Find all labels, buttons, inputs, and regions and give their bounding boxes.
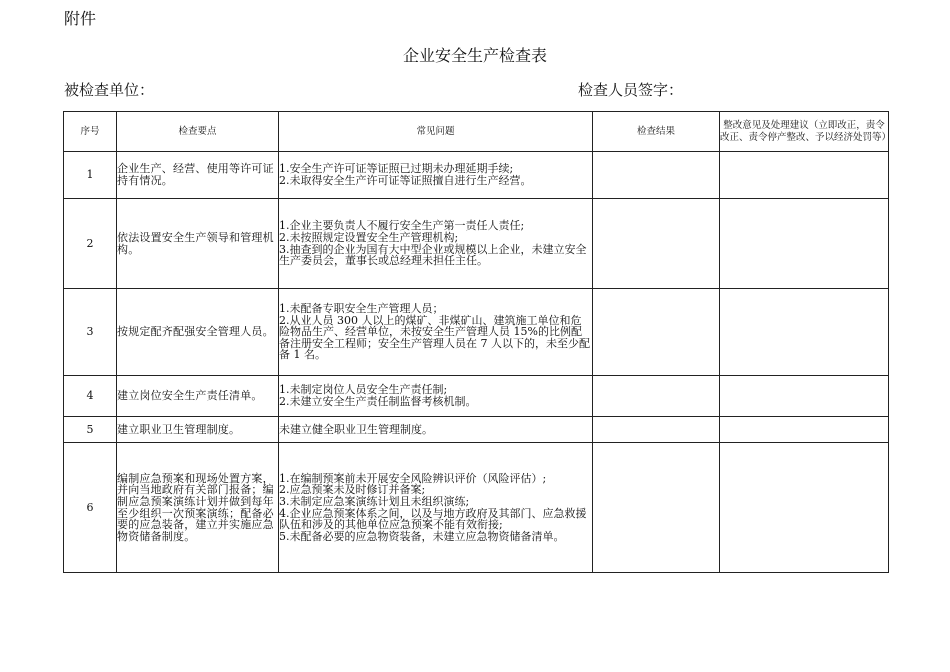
issue-item: 3.未制定应急案演练计划且未组织演练; [279,494,470,508]
issue-item: 3.抽查到的企业为国有大中型企业或规模以上企业，未建立安全生产委员会，董事长或总经理未担任主任。 [279,242,587,268]
header-check-point: 检查要点 [117,112,279,152]
attachment-label: 附件 [64,9,97,28]
common-issues [279,376,593,417]
rectification-advice-cell[interactable] [720,199,889,289]
common-issues [279,289,593,376]
check-point: 依法设置安全生产领导和管理机构。 [117,199,279,289]
issue-item: 5.未配备必要的应急物资装备，未建立应急物资储备清单。 [279,529,565,543]
inspection-table [63,111,892,573]
common-issues [279,152,593,199]
inspector-signature-label: 检查人员签字： [578,81,684,99]
table-row [64,152,889,199]
row-number: 6 [64,443,117,573]
rectification-advice-cell[interactable] [720,289,889,376]
row-number: 2 [64,199,117,289]
common-issues [279,199,593,289]
issue-item: 1.未配备专职安全生产管理人员； [279,302,444,316]
table-header-row [64,112,889,152]
rectification-advice-cell[interactable] [720,152,889,199]
issue-item: 2.应急预案未及时修订并备案; [279,483,426,497]
header-check-result: 检查结果 [593,112,720,152]
rectification-advice-cell[interactable] [720,376,889,417]
issue-item: 1.安全生产许可证等证照已过期未办理延期手续; [279,162,514,176]
header-rectification-advice: 整改意见及处理建议（立即改正，责令改正、责令停产整改、予以经济处罚等） [720,112,889,152]
check-result-cell[interactable] [593,152,720,199]
row-number: 1 [64,152,117,199]
table-row [64,289,889,376]
rectification-advice-cell[interactable] [720,443,889,573]
check-result-cell[interactable] [593,443,720,573]
check-point: 建立职业卫生管理制度。 [117,417,279,443]
document-title: 企业安全生产检查表 [402,46,547,65]
issue-item: 4.企业应急预案体系之间，以及与地方政府及其部门、应急救援队伍和涉及的其他单位应急预案不能有效衔接; [279,506,587,532]
table-row [64,376,889,417]
check-point: 建立岗位安全生产责任清单。 [117,376,279,417]
rectification-advice-cell[interactable] [720,417,889,443]
row-number: 4 [64,376,117,417]
table-row [64,417,889,443]
issue-item: 2.未按照规定设置安全生产管理机构; [279,230,459,244]
row-number: 5 [64,417,117,443]
issue-item: 2.未取得安全生产许可证等证照擅自进行生产经营。 [279,174,532,187]
header-no: 序号 [64,112,117,152]
inspected-unit-label: 被检查单位： [64,81,155,99]
issue-item: 1.在编制预案前未开展安全风险辨识评价（风险评估）; [279,471,547,485]
header-common-issues: 常见问题 [279,112,593,152]
common-issues [279,417,593,443]
check-result-cell[interactable] [593,417,720,443]
row-number: 3 [64,289,117,376]
check-point: 按规定配齐配强安全管理人员。 [117,289,279,376]
check-result-cell[interactable] [593,376,720,417]
check-result-cell[interactable] [593,289,720,376]
issue-item: 2.从业人员 300 人以上的煤矿、非煤矿山、建筑施工单位和危险物品生产、经营单位，未按安全生产管理人员 15%的比例配备注册安全工程师；安全生产管理人员在 7 人以下的，未至少配备 1 名。 [279,313,590,362]
common-issues [279,443,593,573]
issue-item: 1.企业主要负责人不履行安全生产第一责任人责任; [279,219,525,233]
issue-item: 2.未建立安全生产责任制监督考核机制。 [279,395,477,408]
issue-item: 未建立健全职业卫生管理制度。 [279,422,433,436]
table-row [64,199,889,289]
issue-item: 1.未制定岗位人员安全生产责任制; [279,383,448,397]
check-result-cell[interactable] [593,199,720,289]
check-point: 编制应急预案和现场处置方案，并向当地政府有关部门报备；编制应急预案演练计划并做到每年至少组织一次预案演练；配备必要的应急装备，建立并实施应急物资储备制度。 [117,443,279,573]
table-row [64,443,889,573]
check-point: 企业生产、经营、使用等许可证持有情况。 [117,152,279,199]
